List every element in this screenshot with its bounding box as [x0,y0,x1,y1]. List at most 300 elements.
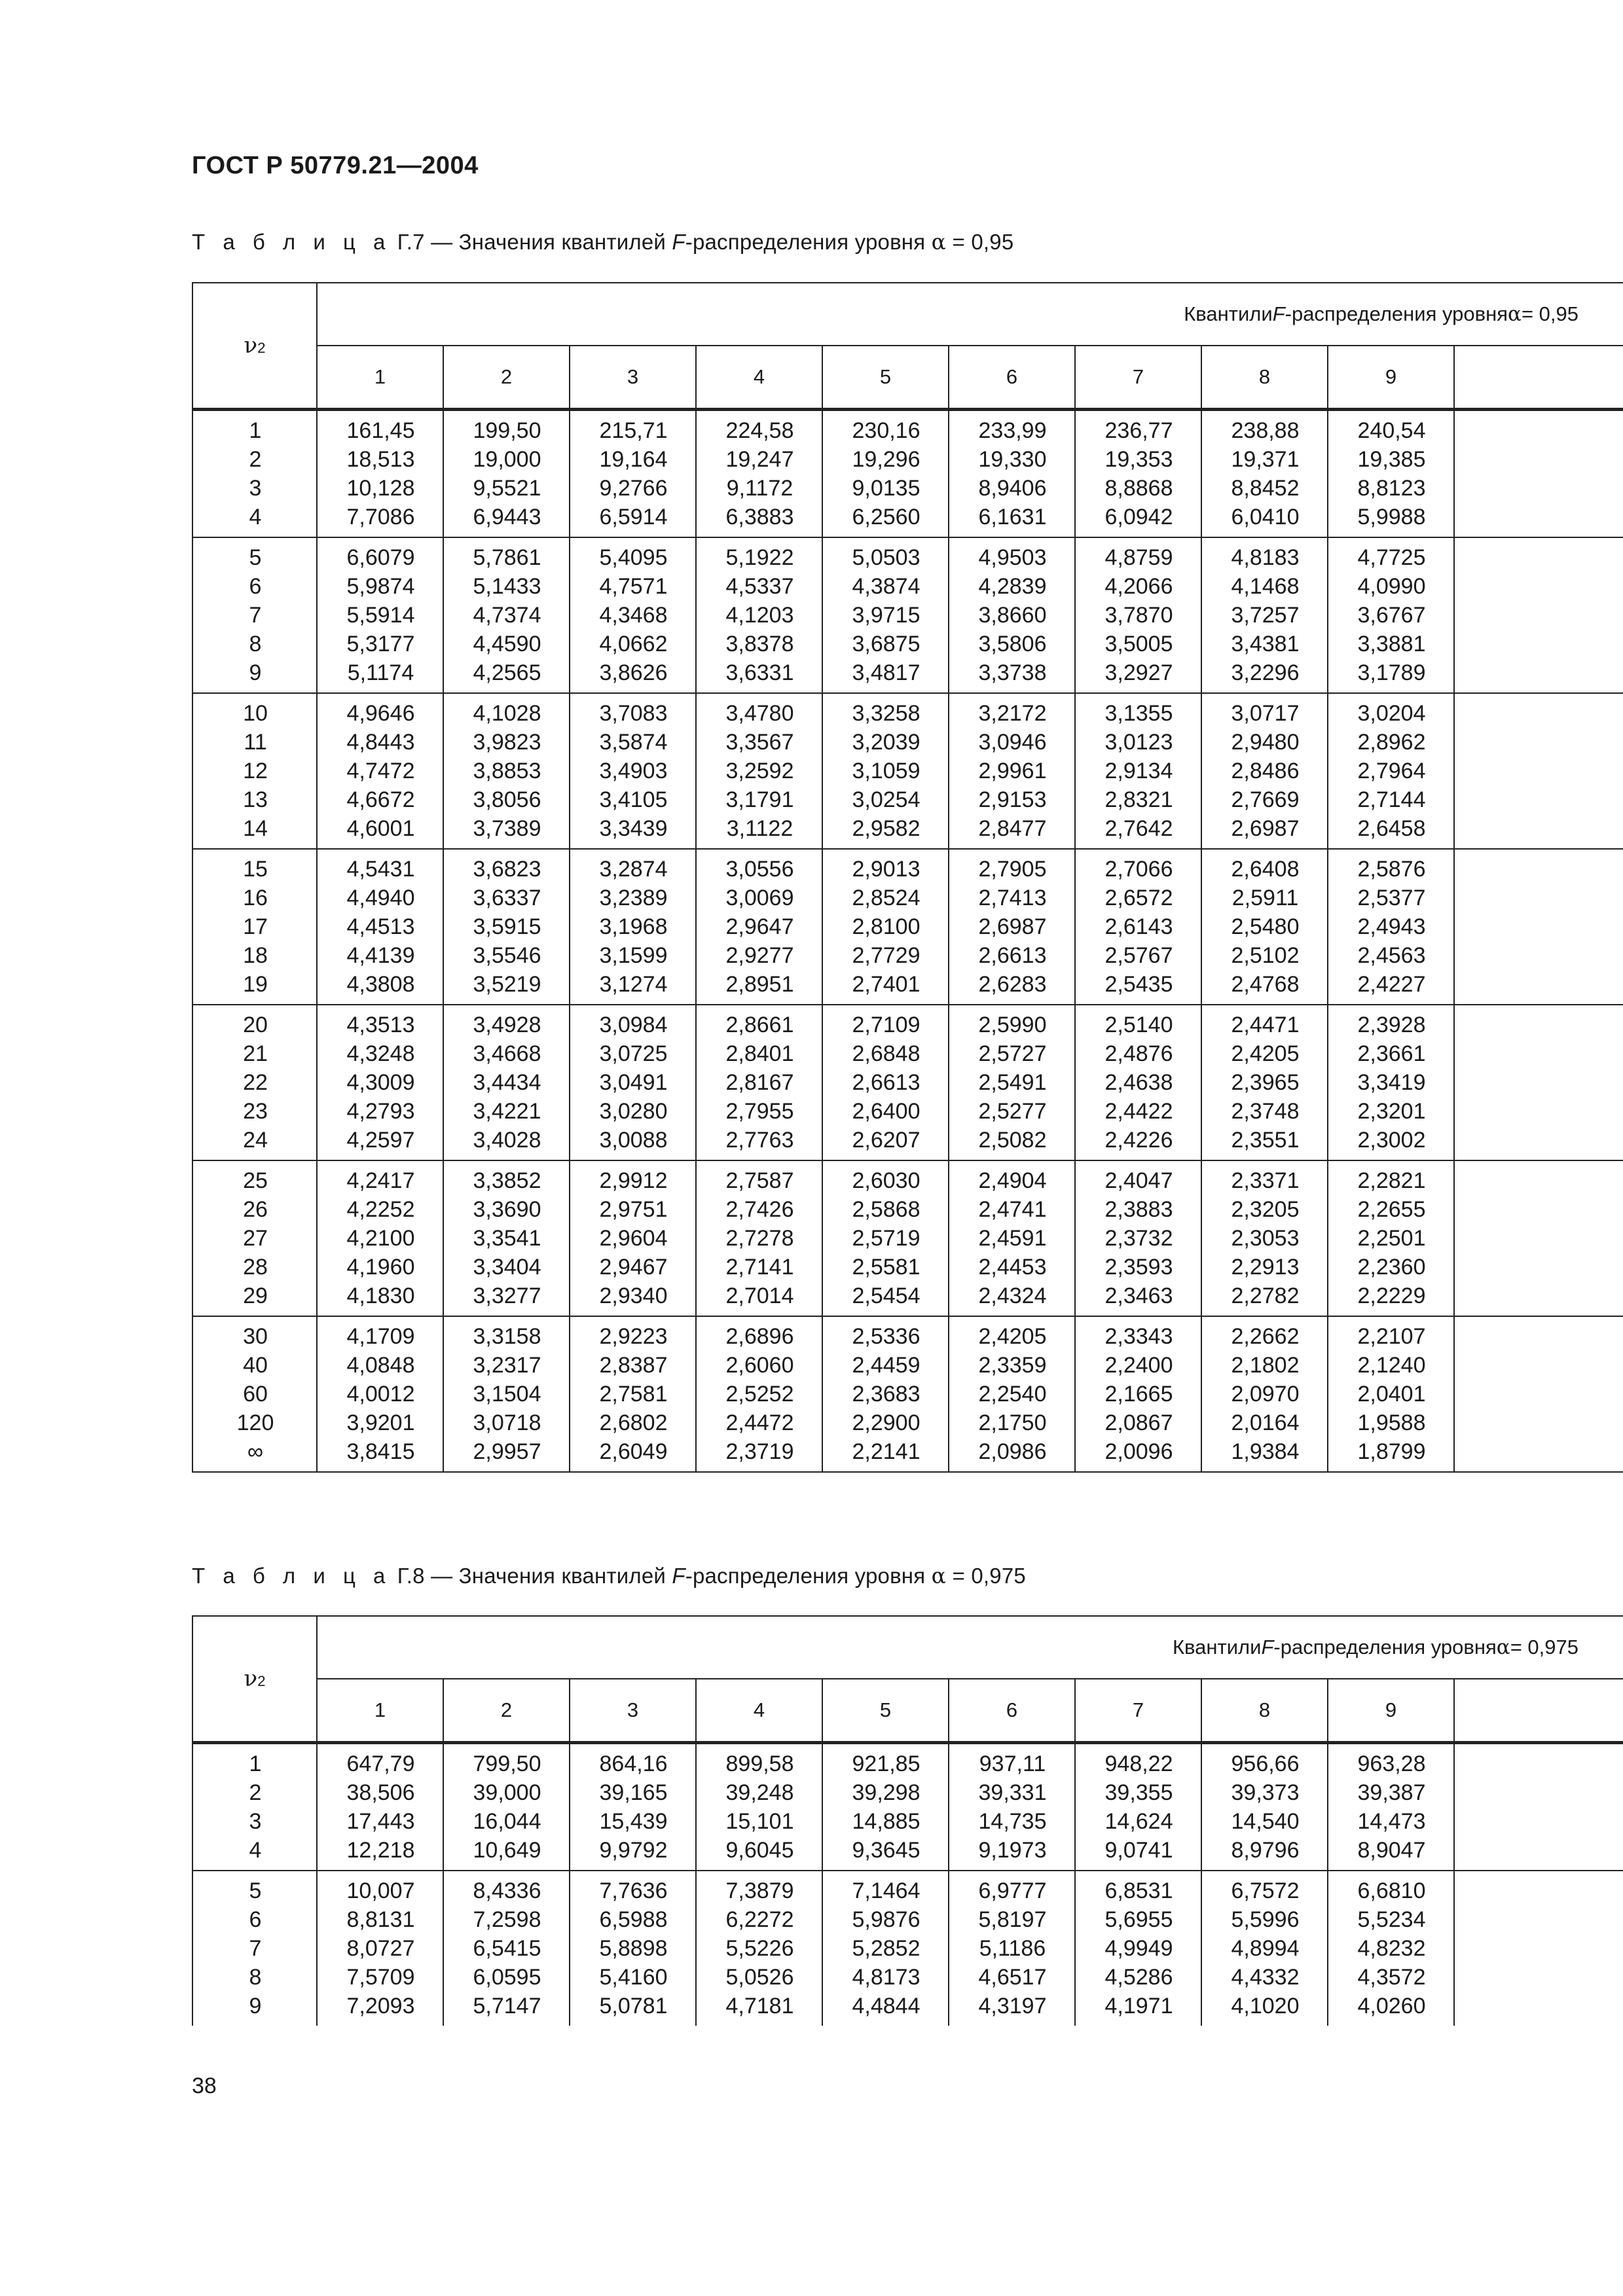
quantile-cell: 4,1020 [1231,1994,1300,2018]
table-header [193,1617,1623,1744]
quantile-cell: 4,3197 [978,1994,1047,2018]
caption-value: = 0,975 [946,1564,1026,1588]
column-header: 4 [697,1679,823,1741]
quantile-cell: 8,8868 [1104,476,1173,501]
quantile-cell: 199,50 [473,418,541,443]
quantile-cell: 2,6987 [1231,816,1300,841]
quantile-cell: 3,4434 [473,1070,541,1095]
quantile-cell: 2,3683 [852,1382,921,1407]
nu2-value: 8 [249,1965,262,1990]
quantile-cell: 3,0718 [473,1410,541,1435]
quantile-cell: 2,9604 [599,1226,668,1251]
table-row [193,855,1623,884]
super-header [318,283,1623,346]
nu2-value: 6 [249,1907,262,1932]
super-f-symbol: F [1261,1636,1274,1659]
quantile-cell: 4,1468 [1231,574,1300,599]
quantile-cell: 3,0254 [852,787,921,812]
quantile-cell: 4,0662 [599,632,668,656]
quantile-cell: 3,0946 [978,730,1047,755]
quantile-cell: 2,3593 [1104,1255,1173,1280]
super-alpha-symbol: α [1508,302,1522,326]
quantile-cell: 2,2913 [1231,1255,1300,1280]
quantile-cell: 4,9503 [978,545,1047,570]
quantile-cell: 5,9876 [852,1907,921,1932]
quantile-cell: 5,9988 [1357,505,1426,529]
quantile-cell: 2,5491 [978,1070,1047,1095]
column-header: 5 [823,346,949,408]
column-header: 8 [1202,1679,1328,1741]
super-text-before: Квантили [1184,302,1273,325]
caption-text-before: Г.7 — Значения квантилей [391,230,672,254]
table-row [193,1351,1623,1380]
quantile-cell: 7,7086 [346,505,415,529]
quantile-cell: 14,540 [1231,1809,1300,1834]
quantile-cell: 2,7141 [725,1255,794,1280]
quantile-cell: 4,4139 [346,943,415,968]
nu2-value: 25 [243,1168,268,1193]
quantile-cell: 2,6802 [599,1410,668,1435]
quantile-cell: 2,9277 [725,943,794,968]
caption-text-after: -распределения уровня [685,1564,932,1588]
table-row [193,1380,1623,1408]
table-row [193,1807,1623,1836]
nu2-value: 3 [249,476,262,501]
quantile-cell: 2,5252 [725,1382,794,1407]
document-header: ГОСТ Р 50779.21—2004 [192,152,479,179]
nu2-value: 17 [243,914,268,939]
quantile-cell: 3,3258 [852,701,921,726]
quantile-cell: 5,0503 [852,545,921,570]
quantile-cell: 2,0867 [1104,1410,1173,1435]
quantile-cell: 4,2793 [346,1099,415,1124]
quantile-cell: 2,9153 [978,787,1047,812]
table-row [193,572,1623,601]
nu2-value: 24 [243,1128,268,1153]
table7-caption [192,229,1013,255]
quantile-cell: 7,2598 [473,1907,541,1932]
nu2-value: 15 [243,857,268,882]
quantile-cell: 19,353 [1104,447,1173,472]
quantile-cell: 2,0970 [1231,1382,1300,1407]
quantile-cell: 2,0401 [1357,1382,1426,1407]
quantile-cell: 5,6955 [1104,1907,1173,1932]
nu-symbol: ν [244,332,258,359]
quantile-cell: 2,7144 [1357,787,1426,812]
quantile-cell: 240,54 [1357,418,1426,443]
quantile-cell: 4,4590 [473,632,541,656]
quantile-cell: 2,5377 [1357,886,1426,910]
quantile-cell: 2,2141 [852,1439,921,1464]
quantile-cell: 6,9443 [473,505,541,529]
nu-subscript: 2 [257,1673,266,1689]
quantile-cell: 2,9223 [599,1324,668,1349]
quantile-cell: 3,1122 [726,816,793,841]
quantile-cell: 2,5767 [1104,943,1173,968]
quantile-cell: 3,1274 [599,972,668,997]
nu2-header [193,1617,318,1741]
quantile-cell: 1,9384 [1231,1439,1300,1464]
quantile-cell: 3,3158 [473,1324,541,1349]
table-body [193,411,1623,1473]
quantile-cell: 3,8660 [978,603,1047,628]
nu2-value: 22 [243,1070,268,1095]
quantile-cell: 4,8232 [1357,1936,1426,1961]
nu2-value: 11 [244,730,267,755]
quantile-cell: 4,8443 [346,730,415,755]
quantile-cell: 2,7426 [725,1197,794,1222]
table-row [193,1195,1623,1224]
quantile-cell: 864,16 [599,1751,668,1776]
quantile-cell: 3,2592 [725,759,794,783]
quantile-cell: 3,1791 [725,787,794,812]
quantile-cell: 2,0164 [1231,1410,1300,1435]
quantile-cell: 2,4226 [1104,1128,1173,1153]
quantile-cell: 2,4943 [1357,914,1426,939]
quantile-cell: 5,1186 [979,1936,1046,1961]
table8 [192,1615,1623,2026]
quantile-cell: 4,6672 [346,787,415,812]
quantile-cell: 2,8486 [1231,759,1300,783]
quantile-cell: 6,0942 [1104,505,1173,529]
quantile-cell: 4,6517 [978,1965,1047,1990]
quantile-cell: 3,3852 [473,1168,541,1193]
nu2-value: 9 [249,660,262,685]
nu2-value: 120 [236,1410,274,1435]
nu2-value: 30 [243,1324,268,1349]
quantile-cell: 2,8962 [1357,730,1426,755]
quantile-cell: 3,3881 [1357,632,1426,656]
quantile-cell: 19,330 [978,447,1047,472]
quantile-cell: 17,443 [346,1809,415,1834]
quantile-cell: 38,506 [346,1780,415,1805]
quantile-cell: 19,296 [852,447,921,472]
quantile-cell: 2,7109 [852,1013,921,1037]
quantile-cell: 2,4472 [725,1410,794,1435]
quantile-cell: 4,1028 [473,701,541,726]
quantile-cell: 3,4028 [473,1128,541,1153]
table-row [193,1963,1623,1992]
quantile-cell: 3,3439 [599,816,668,841]
quantile-cell: 2,5277 [978,1099,1047,1124]
column-header: 1 [318,1679,444,1741]
quantile-cell: 7,7636 [599,1878,668,1903]
quantile-cell: 3,0069 [725,886,794,910]
quantile-cell: 2,9134 [1104,759,1173,783]
quantile-cell: 2,8167 [725,1070,794,1095]
quantile-cell: 3,2389 [599,886,668,910]
quantile-cell: 2,7278 [725,1226,794,1251]
nu2-value: 27 [243,1226,268,1251]
super-text-after: -распределения уровня [1273,1636,1497,1659]
quantile-cell: 2,5140 [1104,1013,1173,1037]
nu2-value: 2 [249,447,262,472]
quantile-cell: 937,11 [979,1751,1046,1776]
table-row [193,1934,1623,1963]
quantile-cell: 6,6079 [346,545,415,570]
nu2-value: 18 [243,943,268,968]
quantile-cell: 2,4205 [1231,1041,1300,1066]
quantile-cell: 2,5876 [1357,857,1426,882]
nu2-value: 12 [243,759,268,783]
quantile-cell: 4,2100 [346,1226,415,1251]
nu-symbol: ν [244,1666,258,1692]
quantile-cell: 4,3874 [852,574,921,599]
quantile-cell: 2,4904 [978,1168,1047,1193]
quantile-cell: 236,77 [1104,418,1173,443]
quantile-cell: 14,473 [1357,1809,1426,1834]
quantile-cell: 5,8197 [978,1907,1047,1932]
quantile-cell: 963,28 [1357,1751,1426,1776]
quantile-cell: 2,6613 [978,943,1047,968]
quantile-cell: 3,1968 [599,914,668,939]
quantile-cell: 2,6283 [978,972,1047,997]
nu2-value: 3 [249,1809,262,1834]
quantile-cell: 2,3053 [1231,1226,1300,1251]
quantile-cell: 4,3009 [346,1070,415,1095]
quantile-cell: 4,8994 [1231,1936,1300,1961]
quantile-cell: 2,6060 [725,1353,794,1378]
table-row [193,785,1623,814]
quantile-cell: 4,1709 [346,1324,415,1349]
quantile-cell: 9,1973 [978,1838,1047,1863]
nu2-value: 5 [249,1878,262,1903]
quantile-cell: 4,5337 [725,574,794,599]
quantile-cell: 2,4768 [1231,972,1300,997]
quantile-cell: 2,3551 [1231,1128,1300,1153]
quantile-cell: 2,1750 [978,1410,1047,1435]
quantile-cell: 2,7669 [1231,787,1300,812]
caption-text-after: -распределения уровня [685,230,932,254]
quantile-cell: 2,9340 [599,1283,668,1308]
quantile-cell: 2,3928 [1357,1013,1426,1037]
quantile-cell: 6,6810 [1357,1878,1426,1903]
quantile-cell: 2,6030 [852,1168,921,1193]
table-row [193,1905,1623,1934]
quantile-cell: 4,2565 [473,660,541,685]
nu2-value: 8 [249,632,262,656]
quantile-cell: 14,885 [852,1809,921,1834]
quantile-cell: 5,9874 [346,574,415,599]
quantile-cell: 14,735 [978,1809,1047,1834]
quantile-cell: 2,4047 [1104,1168,1173,1193]
row-group [193,850,1623,1005]
quantile-cell: 5,7147 [473,1994,541,2018]
quantile-cell: 3,3419 [1357,1070,1426,1095]
row-group [193,1744,1623,1871]
quantile-cell: 3,5806 [978,632,1047,656]
table-row [193,503,1623,531]
quantile-cell: 1,9588 [1357,1410,1426,1435]
quantile-cell: 3,5874 [599,730,668,755]
quantile-cell: 3,9823 [473,730,541,755]
quantile-cell: 2,7066 [1104,857,1173,882]
column-headers [318,1679,1623,1741]
quantile-cell: 2,6896 [725,1324,794,1349]
quantile-cell: 2,9961 [978,759,1047,783]
quantile-cell: 2,3965 [1231,1070,1300,1095]
nu2-value: 40 [243,1353,268,1378]
nu2-value: 21 [243,1041,268,1066]
quantile-cell: 2,2900 [852,1410,921,1435]
table-row [193,1166,1623,1195]
quantile-cell: 4,2066 [1104,574,1173,599]
quantile-cell: 2,7955 [725,1099,794,1124]
table-row [193,1097,1623,1126]
quantile-cell: 39,165 [599,1780,668,1805]
quantile-cell: 3,4903 [599,759,668,783]
quantile-cell: 3,5546 [473,943,541,968]
quantile-cell: 4,4844 [852,1994,921,2018]
quantile-cell: 9,6045 [725,1838,794,1863]
quantile-cell: 3,4221 [473,1099,541,1124]
quantile-cell: 2,5990 [978,1013,1047,1037]
super-text-before: Квантили [1172,1636,1262,1659]
quantile-cell: 2,3732 [1104,1226,1173,1251]
quantile-cell: 3,0725 [599,1041,668,1066]
quantile-cell: 2,9480 [1231,730,1300,755]
quantile-cell: 9,2766 [599,476,668,501]
quantile-cell: 7,2093 [346,1994,415,2018]
quantile-cell: 2,2360 [1357,1255,1426,1280]
quantile-cell: 19,385 [1357,447,1426,472]
super-header [318,1617,1623,1679]
quantile-cell: 4,3248 [346,1041,415,1066]
quantile-cell: 3,8853 [473,759,541,783]
quantile-cell: 15,101 [725,1809,794,1834]
quantile-cell: 6,0595 [473,1965,541,1990]
table-row [193,1068,1623,1097]
nu2-value: 14 [243,816,268,841]
nu2-value: 4 [249,505,262,529]
quantile-cell: 2,4876 [1104,1041,1173,1066]
quantile-cell: 19,371 [1231,447,1300,472]
quantile-cell: 5,1174 [347,660,414,685]
quantile-cell: 2,5082 [978,1128,1047,1153]
quantile-cell: 39,373 [1231,1780,1300,1805]
quantile-cell: 8,9796 [1231,1838,1300,1863]
column-headers [318,346,1623,408]
table-row [193,658,1623,687]
quantile-cell: 4,0012 [346,1382,415,1407]
quantile-cell: 3,7870 [1104,603,1173,628]
quantile-cell: 3,8415 [346,1439,415,1464]
quantile-cell: 3,0280 [599,1099,668,1124]
quantile-cell: 5,3177 [346,632,415,656]
quantile-cell: 4,8759 [1104,545,1173,570]
quantile-cell: 2,8951 [725,972,794,997]
table-row [193,1253,1623,1282]
quantile-cell: 5,0781 [599,1994,668,2018]
column-header: 7 [1076,1679,1202,1741]
quantile-cell: 948,22 [1104,1751,1173,1776]
quantile-cell: 3,8626 [599,660,668,685]
quantile-cell: 9,0135 [852,476,921,501]
quantile-cell: 2,3371 [1231,1168,1300,1193]
quantile-cell: 4,2597 [346,1128,415,1153]
quantile-cell: 2,8321 [1104,787,1173,812]
quantile-cell: 956,66 [1231,1751,1300,1776]
quantile-cell: 8,4336 [473,1878,541,1903]
column-header: 1 [318,346,444,408]
quantile-cell: 10,007 [346,1878,415,1903]
table-row [193,1992,1623,2020]
table-body [193,1744,1623,2026]
quantile-cell: 6,3883 [725,505,794,529]
quantile-cell: 2,2662 [1231,1324,1300,1349]
nu2-value: 1 [249,1751,262,1776]
quantile-cell: 2,8477 [978,816,1047,841]
quantile-cell: 161,45 [346,418,415,443]
quantile-cell: 12,218 [346,1838,415,1863]
table-row [193,474,1623,503]
quantile-cell: 2,3883 [1104,1197,1173,1222]
quantile-cell: 3,1789 [1357,660,1426,685]
row-group [193,538,1623,694]
quantile-cell: 3,5915 [473,914,541,939]
quantile-cell: 2,6848 [852,1041,921,1066]
quantile-cell: 7,1464 [852,1878,921,1903]
super-alpha-symbol: α [1496,1636,1510,1659]
quantile-cell: 2,8401 [725,1041,794,1066]
quantile-cell: 2,2229 [1357,1283,1426,1308]
quantile-cell: 6,7572 [1231,1878,1300,1903]
quantile-cell: 19,000 [473,447,541,472]
quantile-cell: 5,5914 [346,603,415,628]
quantile-cell: 5,0526 [725,1965,794,1990]
quantile-cell: 2,9582 [852,816,921,841]
nu2-value: 7 [249,603,262,628]
quantile-cell: 2,9751 [599,1197,668,1222]
quantile-cell: 2,5911 [1231,886,1299,910]
quantile-cell: 3,0556 [725,857,794,882]
column-header: 4 [697,346,823,408]
quantile-cell: 14,624 [1104,1809,1173,1834]
quantile-cell: 5,4095 [599,545,668,570]
quantile-cell: 3,3277 [473,1283,541,1308]
table-row [193,1126,1623,1155]
quantile-cell: 2,1802 [1231,1353,1300,1378]
quantile-cell: 2,5102 [1231,943,1300,968]
column-header: 5 [823,1679,949,1741]
quantile-cell: 2,4591 [978,1226,1047,1251]
quantile-cell: 2,4741 [978,1197,1047,1222]
quantile-cell: 2,9957 [473,1439,541,1464]
nu2-value: 60 [243,1382,268,1407]
quantile-cell: 3,5219 [473,972,541,997]
quantile-cell: 3,0204 [1357,701,1426,726]
nu2-value: 28 [243,1255,268,1280]
quantile-cell: 8,8123 [1357,476,1426,501]
nu2-value: 4 [249,1838,262,1863]
quantile-cell: 4,5431 [346,857,415,882]
quantile-cell: 2,6458 [1357,816,1426,841]
quantile-cell: 7,5709 [346,1965,415,1990]
quantile-cell: 224,58 [725,418,794,443]
quantile-cell: 39,298 [852,1780,921,1805]
quantile-cell: 2,9647 [725,914,794,939]
quantile-cell: 3,1059 [852,759,921,783]
table-row [193,1778,1623,1807]
quantile-cell: 3,4105 [599,787,668,812]
quantile-cell: 4,0990 [1357,574,1426,599]
quantile-cell: 5,5226 [725,1936,794,1961]
quantile-cell: 6,8531 [1104,1878,1173,1903]
quantile-cell: 2,5454 [852,1283,921,1308]
table-row [193,912,1623,941]
quantile-cell: 15,439 [599,1809,668,1834]
table-row [193,1836,1623,1865]
